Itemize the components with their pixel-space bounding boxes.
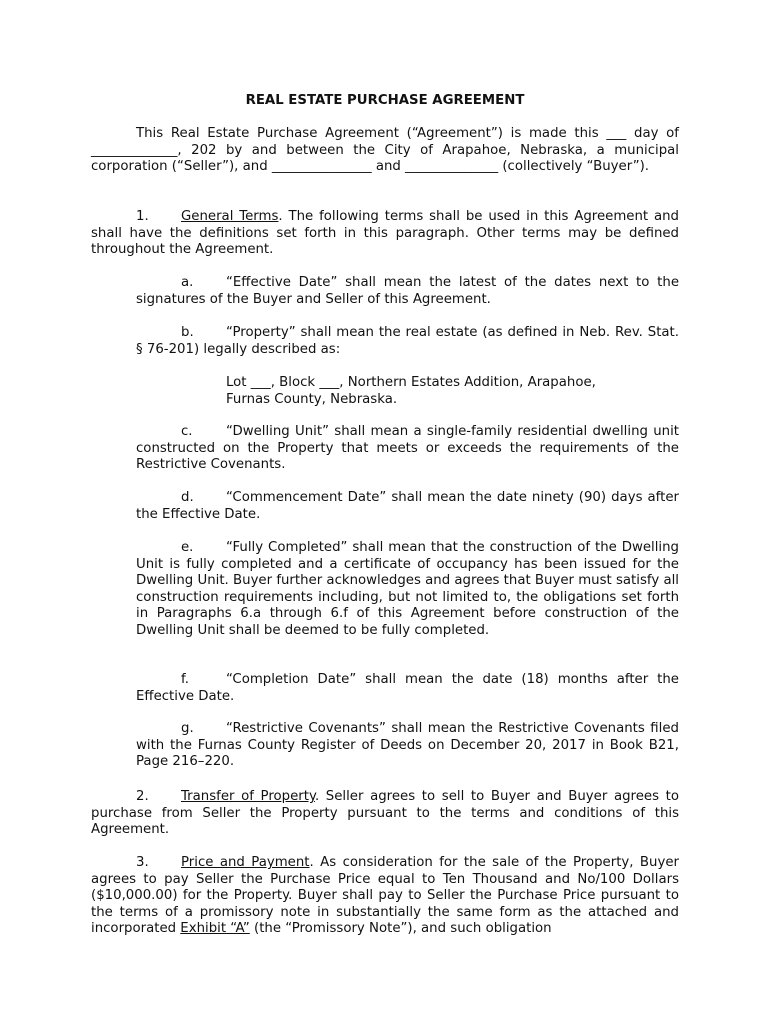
section-2-number: 2. — [136, 789, 149, 804]
intro-paragraph: This Real Estate Purchase Agreement (“Agreement”) is made this ___ day of _____________, 202 by and between the City of Arapahoe, Nebraska, a municipal corporation (“Seller”), and _______________ and ______________ (collectively “Buyer”). — [91, 126, 679, 175]
item-c-label: c. — [181, 424, 193, 439]
item-e — [136, 540, 679, 640]
item-e-label: e. — [181, 540, 194, 555]
section-2-heading: Transfer of Property — [181, 789, 315, 804]
item-e-text: “Fully Completed” shall mean that the construction of the Dwelling Unit is fully completed and a certificate of occupancy has been issued for the Dwelling Unit. Buyer further acknowledges and agrees that Buyer must satisfy all construction requirements including, but not limited to, the obligations set forth in Paragraphs 6.a through 6.f of this Agreement before construction of the Dwelling Unit shall be deemed to be fully completed. — [136, 540, 679, 638]
item-b — [136, 325, 679, 358]
item-d-label: d. — [181, 490, 194, 505]
item-a — [136, 275, 679, 308]
item-c — [136, 424, 679, 474]
item-f-text: “Completion Date” shall mean the date (18) months after the Effective Date. — [136, 672, 679, 704]
item-b-text: “Property” shall mean the real estate (as defined in Neb. Rev. Stat. § 76-201) legally described as: — [136, 325, 679, 357]
item-a-text: “Effective Date” shall mean the latest of the dates next to the signatures of the Buyer and Seller of this Agreement. — [136, 275, 679, 307]
section-3-number: 3. — [136, 855, 149, 870]
item-g-label: g. — [181, 721, 194, 736]
section-2-text: . Seller agrees to sell to Buyer and Buyer agrees to purchase from Seller the Property pursuant to the terms and conditions of this Agreement. — [91, 789, 679, 838]
legal-description-line-2: Furnas County, Nebraska. — [226, 391, 398, 407]
section-2 — [91, 789, 679, 839]
section-1-number: 1. — [136, 209, 149, 224]
item-f — [136, 672, 679, 705]
item-b-label: b. — [181, 325, 194, 340]
section-1-text: . The following terms shall be used in this Agreement and shall have the definitions set forth in this paragraph. Other terms may be defined throughout the Agreement. — [91, 209, 679, 258]
item-d-text: “Commencement Date” shall mean the date ninety (90) days after the Effective Date. — [136, 490, 679, 522]
section-1 — [91, 209, 679, 259]
item-g-text: “Restrictive Covenants” shall mean the Restrictive Covenants filed with the Furnas County Register of Deeds on December 20, 2017 in Book B21, Page 216–220. — [136, 721, 679, 770]
exhibit-a-reference: Exhibit “A” — [180, 921, 250, 937]
item-d — [136, 490, 679, 523]
legal-description-line-1: Lot ___, Block ___, Northern Estates Addition, Arapahoe, — [226, 375, 596, 390]
section-1-heading: General Terms — [181, 209, 279, 224]
item-c-text: “Dwelling Unit” shall mean a single-family residential dwelling unit constructed on the Property that meets or exceeds the requirements of the Restrictive Covenants. — [136, 424, 679, 473]
section-3 — [91, 855, 679, 938]
item-a-label: a. — [181, 275, 194, 290]
section-3-heading: Price and Payment — [181, 855, 310, 870]
item-b-legal-description — [226, 375, 666, 408]
item-g — [136, 721, 679, 771]
section-3-text-before: . As consideration for the sale of the Property, Buyer agrees to pay Seller the Purchase Price equal to Ten Thousand and No/100 Dollars ($10,000.00) for the Property. Buyer shall pay to Seller the Purchase Price pursuant to the terms of a promissory note in substantially the same form as the attached and incorporated — [91, 855, 679, 937]
document-title: REAL ESTATE PURCHASE AGREEMENT — [245, 93, 525, 108]
section-3-text-after: (the “Promissory Note”), and such obligation — [249, 921, 552, 937]
item-f-label: f. — [181, 672, 189, 687]
